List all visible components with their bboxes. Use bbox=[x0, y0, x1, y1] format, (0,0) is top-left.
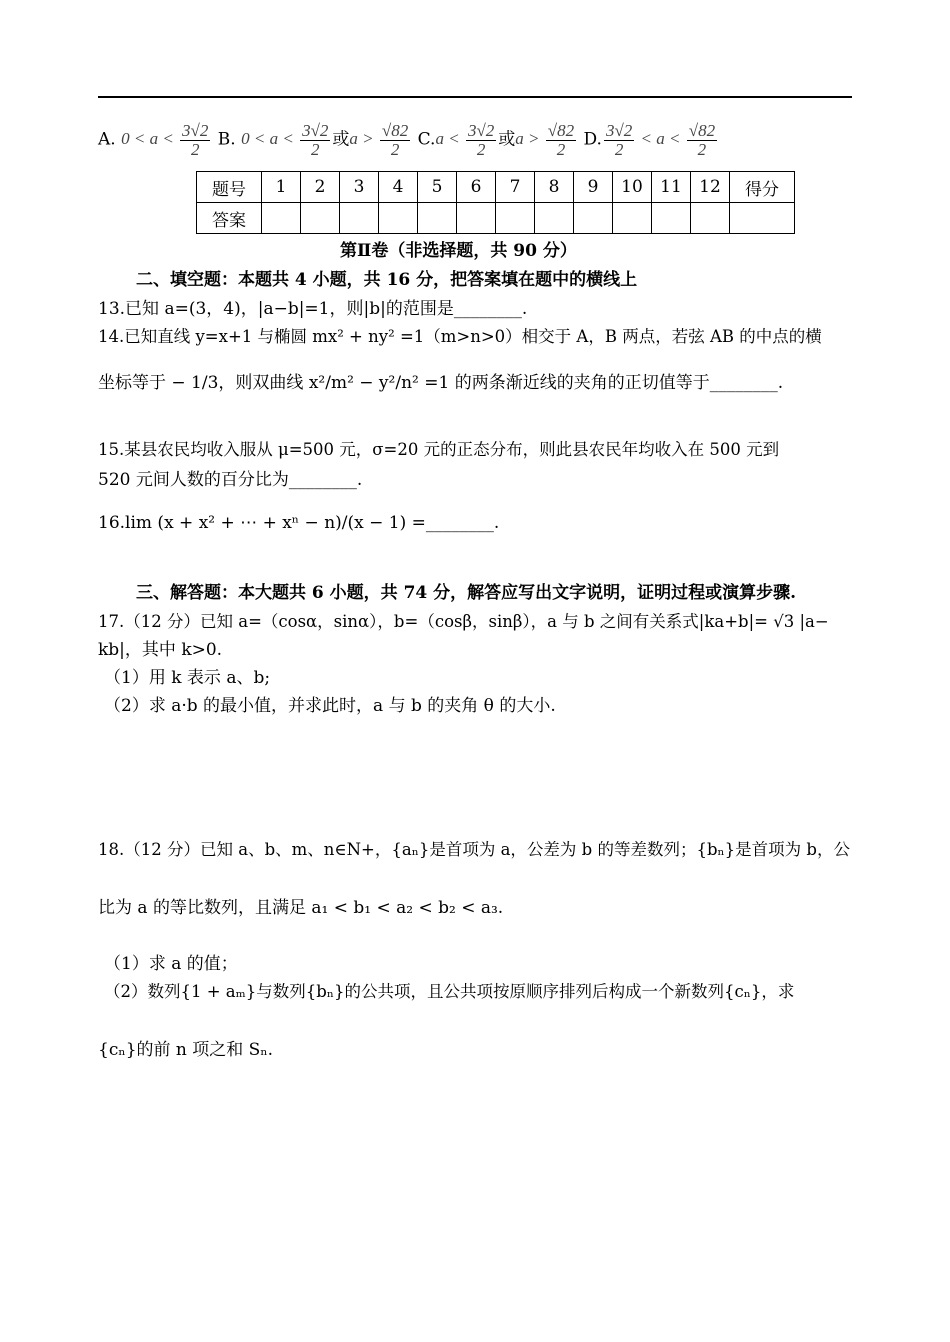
answer-table-row-numbers bbox=[197, 172, 795, 203]
table-cell-number: 11 bbox=[652, 172, 691, 203]
question-14-line1: 14.已知直线 y=x+1 与椭圆 mx² + ny² =1（m>n>0）相交于 A，B 两点，若弦 AB 的中点的横 bbox=[98, 327, 822, 346]
table-cell-number: 12 bbox=[691, 172, 730, 203]
question-18-line2: 比为 a 的等比数列，且满足 a₁ < b₁ < a₂ < b₂ < a₃. bbox=[98, 898, 504, 918]
option-c-label: C. bbox=[417, 129, 436, 150]
answer-cell[interactable] bbox=[691, 203, 730, 234]
option-b-expr2: a > $\frac{√82}{2}$ bbox=[349, 121, 409, 159]
options-row bbox=[98, 122, 719, 159]
table-header-score: 得分 bbox=[730, 172, 795, 203]
option-c-expr2: a > $\frac{√82}{2}$ bbox=[515, 121, 575, 159]
part2-title: 第Ⅱ卷（非选择题，共 90 分） bbox=[340, 241, 577, 261]
table-header-question-no: 题号 bbox=[197, 172, 262, 203]
table-cell-number: 9 bbox=[574, 172, 613, 203]
table-cell-number: 7 bbox=[496, 172, 535, 203]
answer-cell[interactable] bbox=[379, 203, 418, 234]
question-16: 16.lim (x + x² + ⋯ + xⁿ − n)/(x − 1) =________. bbox=[98, 513, 500, 533]
answer-cell[interactable] bbox=[262, 203, 301, 234]
table-cell-number: 1 bbox=[262, 172, 301, 203]
score-cell[interactable] bbox=[730, 203, 795, 234]
section3-heading: 三、解答题：本大题共 6 小题，共 74 分，解答应写出文字说明，证明过程或演算步骤. bbox=[136, 583, 797, 603]
option-c-expr: a < $\frac{3√2}{2}$ bbox=[435, 121, 495, 159]
answer-table-row-answers bbox=[197, 203, 795, 234]
table-cell-number: 5 bbox=[418, 172, 457, 203]
option-d-expr: $\frac{3√2}{2}$ < a < $\frac{√82}{2}$ bbox=[605, 121, 716, 159]
section2-heading: 二、填空题：本题共 4 小题，共 16 分，把答案填在题中的横线上 bbox=[136, 270, 638, 290]
table-cell-number: 10 bbox=[613, 172, 652, 203]
answer-cell[interactable] bbox=[301, 203, 340, 234]
table-cell-number: 8 bbox=[535, 172, 574, 203]
table-header-answer: 答案 bbox=[197, 203, 262, 234]
question-17-part2: （2）求 a·b 的最小值，并求此时，a 与 b 的夹角 θ 的大小. bbox=[104, 696, 556, 716]
option-d-label: D. bbox=[583, 129, 602, 150]
question-18-part1: （1）求 a 的值； bbox=[104, 954, 238, 974]
answer-cell[interactable] bbox=[457, 203, 496, 234]
question-17-line2: kb|，其中 k>0. bbox=[98, 640, 223, 660]
question-15-line2: 520 元间人数的百分比为________. bbox=[98, 470, 363, 490]
answer-cell[interactable] bbox=[574, 203, 613, 234]
option-a-label: A. bbox=[98, 129, 116, 150]
answer-cell[interactable] bbox=[535, 203, 574, 234]
table-cell-number: 3 bbox=[340, 172, 379, 203]
answer-cell[interactable] bbox=[418, 203, 457, 234]
option-b-label: B. bbox=[217, 129, 236, 150]
answer-table bbox=[196, 171, 795, 234]
question-18-part2-line2: {cₙ}的前 n 项之和 Sₙ. bbox=[98, 1040, 274, 1060]
table-cell-number: 4 bbox=[379, 172, 418, 203]
question-18-line1: 18.（12 分）已知 a、b、m、n∈N+，{aₙ}是首项为 a，公差为 b 的等差数列；{bₙ}是首项为 b，公 bbox=[98, 840, 850, 859]
question-14-line2: 坐标等于 − 1/3，则双曲线 x²/m² − y²/n² =1 的两条渐近线的夹角的正切值等于________. bbox=[98, 373, 784, 393]
or-text: 或 bbox=[332, 129, 350, 150]
option-b-expr: 0 < a < $\frac{3√2}{2}$ bbox=[241, 121, 329, 159]
table-cell-number: 2 bbox=[301, 172, 340, 203]
answer-cell[interactable] bbox=[652, 203, 691, 234]
table-cell-number: 6 bbox=[457, 172, 496, 203]
answer-cell[interactable] bbox=[340, 203, 379, 234]
question-17-line1: 17.（12 分）已知 a=（cosα，sinα），b=（cosβ，sinβ），a 与 b 之间有关系式|ka+b|= √3 |a− bbox=[98, 612, 829, 631]
answer-cell[interactable] bbox=[496, 203, 535, 234]
answer-cell[interactable] bbox=[613, 203, 652, 234]
question-15-line1: 15.某县农民均收入服从 μ=500 元，σ=20 元的正态分布，则此县农民年均收入在 500 元到 bbox=[98, 440, 780, 459]
option-a-expr: 0 < a < $\frac{3√2}{2}$ bbox=[121, 121, 209, 159]
question-13: 13.已知 a=(3，4)，|a−b|=1，则|b|的范围是________. bbox=[98, 299, 528, 319]
question-17-part1: （1）用 k 表示 a、b; bbox=[104, 668, 271, 688]
top-rule bbox=[98, 96, 852, 98]
or-text-2: 或 bbox=[498, 129, 516, 150]
question-18-part2-line1: （2）数列{1 + aₘ}与数列{bₙ}的公共项，且公共项按原顺序排列后构成一个新数列{cₙ}，求 bbox=[104, 982, 795, 1001]
